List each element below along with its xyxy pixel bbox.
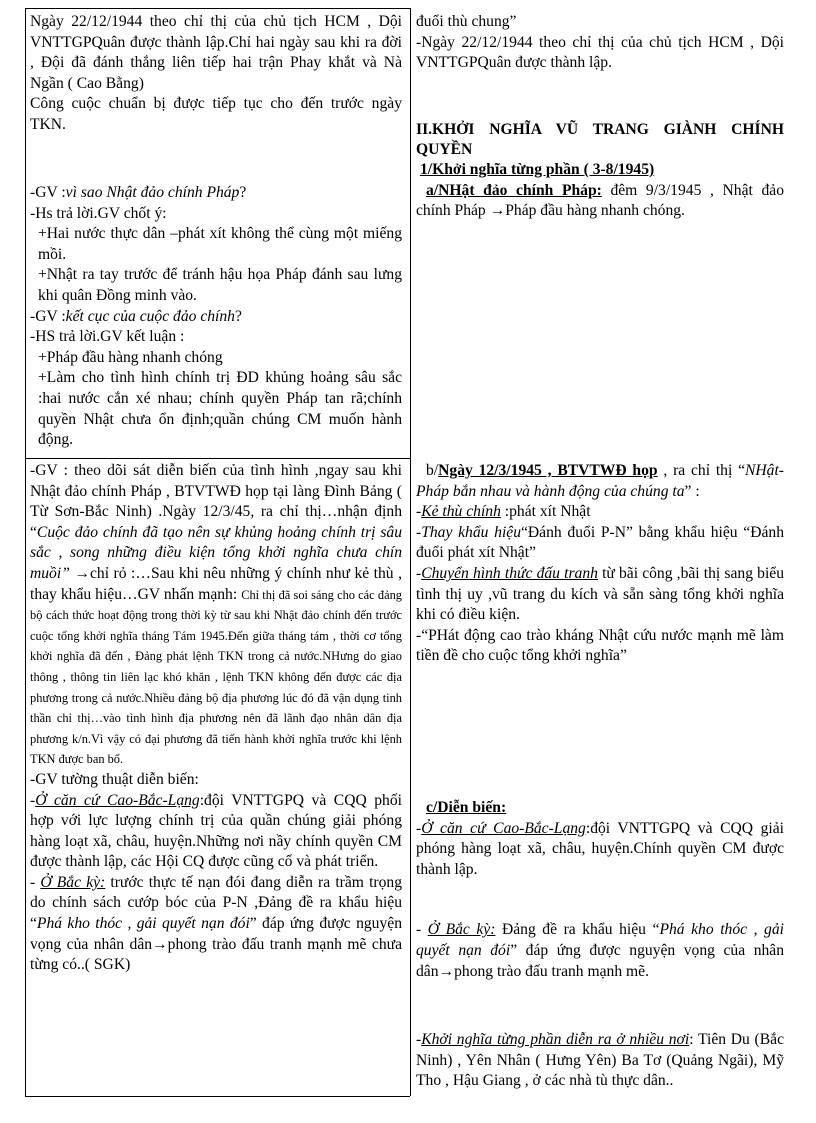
slogan-item: -Thay khẩu hiệu“Đánh đuổi P-N” bằng khẩu hiệu “Đánh đuổi phát xít Nhật”: [416, 523, 784, 562]
right-block-top: [416, 12, 784, 74]
recount-bac-ky: - Ở Bắc kỳ: trước thực tế nạn đói đang diễn ra trầm trọng do chính sách cướp bóc của P-N ,Đảng đề ra khẩu hiệu “Phá kho thóc , gải quyết nạn đói” đáp ứng được nguyện vọng của nhân dân→phong trào đấu tranh mạnh mẽ chưa từng có..( SGK): [30, 873, 402, 974]
point-b: b/Ngày 12/3/1945 , BTVTWĐ họp , ra chỉ thị “NHật-Pháp bắn nhau và hành động của chúng ta” :: [416, 462, 784, 500]
section-title: II.KHỞI NGHĨA VŨ TRANG GIÀNH CHÍNH QUYỀN: [416, 121, 784, 158]
frame-top-border: [25, 8, 410, 9]
preparation-paragraph: Công cuộc chuẩn bị được tiếp tục cho đến trước ngày TKN.: [30, 95, 402, 133]
right-continuation: đuổi thù chung”: [416, 13, 517, 30]
event-cao-bac-lang: -Ở căn cứ Cao-Bắc-Lạng:đội VNTTGPQ và CQQ giải phóng hàng loạt xã, châu, huyện.Chính quyền CM được thành lập.: [416, 819, 784, 878]
event-uprisings: -Khởi nghĩa từng phần diễn ra ở nhiều nơi: Tiên Du (Bắc Ninh) , Yên Nhân ( Hưng Yên) Ba Tơ (Quảng Ngãi), Mỹ Tho , Hậu Giang , ở các nhà tù thực dân..: [416, 1031, 784, 1090]
answer-intro: -Hs trả lời.GV chốt ý:: [30, 204, 167, 222]
answer2-intro: -HS trả lời.GV kết luận :: [30, 328, 185, 346]
enemy-item: -Kẻ thù chính :phát xít Nhật: [416, 503, 591, 521]
answer2-bullet-2: +Làm cho tình hình chính trị ĐD khủng hoảng sâu sắc :hai nước cắn xé nhau; chính quyền Pháp tan rã;chính quyền Nhật chưa ổn định;quần chúng CM muốn hành động.: [38, 369, 402, 449]
subsection-title: 1/Khởi nghĩa từng phần ( 3-8/1945): [420, 161, 655, 178]
recount-cao-bac-lang: -Ở căn cứ Cao-Bắc-Lạng:đội VNTTGPQ và CQQ phối hợp với lực lượng chính trị của quần chúng giải phóng hàng loạt xã, châu, huyện.Những nơi nầy chính quyền CM được thành lập, các Hội CQ được cũng cố và phát triển.: [30, 791, 402, 871]
answer-bullet-1: +Hai nước thực dân –phát xít không thể cùng một miếng mồi.: [38, 225, 402, 263]
question-why-coup: -GV :vì sao Nhật đảo chính Pháp?: [30, 184, 247, 201]
left-block-intro: [30, 12, 402, 136]
answer2-bullet-1: +Pháp đầu hàng nhanh chóng: [38, 348, 223, 366]
point-a: a/NHật đảo chính Pháp: đêm 9/3/1945 , Nhật đảo chính Pháp →Pháp đầu hàng nhanh chóng.: [416, 181, 784, 220]
event-bac-ky: - Ở Bắc kỳ: Đảng đề ra khẩu hiệu “Phá kho thóc , gải quyết nạn đói” đáp ứng được nguyện vọng của nhân dân→phong trào đấu tranh mạnh mẽ.: [416, 921, 785, 980]
directive-note-small: Chỉ thị đã soi sáng cho các đảng bộ cách thức hoạt động trong thời kỳ từ sau khi Nhật đảo chính đến trước cuộc tổng khởi nghĩa tháng Tám 1945.Đến giữa tháng tám , thời cơ tổng khởi nghĩa đã đến , Đảng phát lệnh TKN trong cả nước.NHưng do giao thông , thông tin liên lạc khó khăn , lệnh TKN không đến được các địa phương trong cả nước.Nhiều đảng bộ địa phương lúc đó đã vận dụng tinh thần chỉ thị…vào tình hình địa phương nên đã lãnh đạo nhân dân địa phương k/n.Vì vậy có đại phương đã tiến hành khởi nghĩa trước khi lệnh TKN được ban bố.: [30, 587, 402, 767]
point-c-title: c/Diễn biến:: [426, 799, 507, 816]
right-block-directive: [416, 461, 784, 667]
answer-bullet-2: +Nhật ra tay trước để tránh hậu họa Pháp đánh sau lưng khi quân Đồng minh vào.: [38, 266, 402, 304]
left-block-directive: [30, 461, 402, 976]
struggle-item: -Chuyển hình thức đấu tranh từ bãi công ,bãi thị sang biểu tình thị uy ,vũ trang du kích và sẵn sàng tổng khởi nghĩa khi có điều kiện.: [416, 564, 784, 624]
left-block-coup: [30, 183, 402, 451]
frame-left-border: [25, 8, 26, 1096]
recount-intro: -GV tường thuật diễn biến:: [30, 770, 199, 788]
frame-bottom-border: [25, 1096, 410, 1097]
right-founding: -Ngày 22/12/1944 theo chỉ thị của chủ tịch HCM , Dội VNTTGPQuân được thành lập.: [416, 33, 784, 72]
right-block-events: [416, 798, 784, 1092]
row-separator: [25, 458, 410, 459]
right-block-section: [416, 120, 784, 222]
intro-paragraph: Ngày 22/12/1944 theo chỉ thị của chủ tịch HCM , Dội VNTTGPQuân được thành lập.Chỉ hai ngày sau khi ra đời , Đội đã đánh thắng liên tiếp hai trận Phay khắt và Nà Ngần ( Cao Bằng): [30, 13, 402, 92]
question-outcome: -GV :kết cục của cuộc đảo chính?: [30, 307, 242, 325]
directive-paragraph: -GV : theo dõi sát diễn biến của tình hình ,ngay sau khi Nhật đảo chính Pháp , BTVTWĐ họp tại làng Đình Bảng ( Từ Sơn-Bắc Ninh) .Ngày 12/3/45, ra chỉ thị…nhận định “Cuộc đảo chính đã tạo nên sự khủng hoảng chính trị sâu sắc , song những điều kiện tổng khởi nghĩa chưa chín muồi” →chỉ rỏ :…Sau khi nêu những ý chính như kẻ thù , thay khẩu hiệu…GV nhấn mạnh: Chỉ thị đã soi sáng cho các đảng bộ cách thức hoạt động trong thời kỳ từ sau khi Nhật đảo chính đến trước cuộc tổng khởi nghĩa tháng Tám 1945.Đến giữa tháng tám , thời cơ tổng khởi nghĩa đã đến , Đảng phát lệnh TKN trong cả nước.NHưng do giao thông , thông tin liên lạc khó khăn , lệnh TKN không đến được các địa phương trong cả nước.Nhiều đảng bộ địa phương lúc đó đã vận dụng tinh thần chỉ thị…vào tình hình địa phương nên đã lãnh đạo nhân dân địa phương k/n.Vì vậy có đại phương đã tiến hành khởi nghĩa trước khi lệnh TKN được ban bố.: [30, 462, 402, 767]
frame-middle-border: [410, 8, 411, 1096]
movement-item: -“PHát động cao trào kháng Nhật cứu nước mạnh mẽ làm tiền đề cho cuộc tổng khởi nghĩa”: [416, 626, 784, 665]
